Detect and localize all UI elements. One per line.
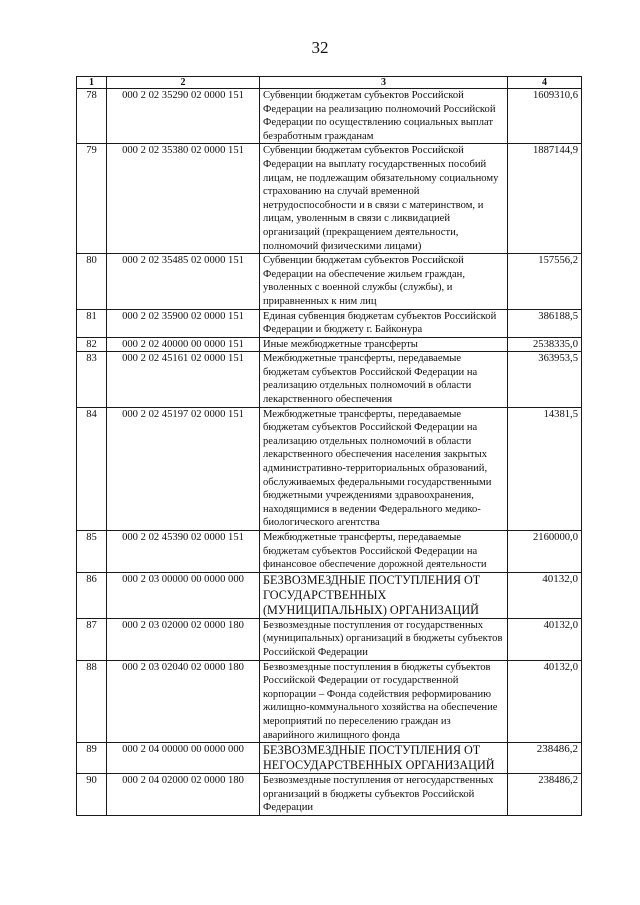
table-header-row	[77, 77, 582, 89]
table-row	[77, 618, 582, 660]
budget-code: 000 2 03 02000 02 0000 180	[107, 618, 260, 660]
row-number: 79	[77, 144, 107, 254]
amount-value: 40132,0	[508, 572, 582, 618]
row-number: 81	[77, 309, 107, 337]
budget-code: 000 2 04 02000 02 0000 180	[107, 774, 260, 816]
budget-code: 000 2 03 02040 02 0000 180	[107, 660, 260, 743]
header-col-2: 2	[107, 77, 260, 89]
amount-value: 363953,5	[508, 352, 582, 407]
table-row	[77, 531, 582, 573]
budget-code: 000 2 03 00000 00 0000 000	[107, 572, 260, 618]
row-number: 87	[77, 618, 107, 660]
table-row	[77, 337, 582, 352]
row-number: 86	[77, 572, 107, 618]
amount-value: 2538335,0	[508, 337, 582, 352]
amount-value: 157556,2	[508, 254, 582, 309]
table-row	[77, 254, 582, 309]
revenue-name: Безвозмездные поступления от негосударственных организаций в бюджеты субъектов Российской Федерации	[260, 774, 508, 816]
budget-code: 000 2 02 45161 02 0000 151	[107, 352, 260, 407]
revenue-name: БЕЗВОЗМЕЗДНЫЕ ПОСТУПЛЕНИЯ ОТ НЕГОСУДАРСТВЕННЫХ ОРГАНИЗАЦИЙ	[260, 743, 508, 774]
row-number: 90	[77, 774, 107, 816]
budget-code: 000 2 02 35380 02 0000 151	[107, 144, 260, 254]
budget-code: 000 2 02 35290 02 0000 151	[107, 89, 260, 144]
amount-value: 238486,2	[508, 743, 582, 774]
table-row	[77, 572, 582, 618]
table-row	[77, 352, 582, 407]
budget-code: 000 2 02 35900 02 0000 151	[107, 309, 260, 337]
budget-code: 000 2 04 00000 00 0000 000	[107, 743, 260, 774]
row-number: 85	[77, 531, 107, 573]
revenue-name: Субвенции бюджетам субъектов Российской Федерации на выплату государственных пособий лицам, не подлежащим обязательному социальному страхованию на случай временной нетрудоспособности и в связи с материнством, и лицам, уволенным в связи с ликвидацией организаций (прекращением деятельности, полномочий физическими лицами)	[260, 144, 508, 254]
amount-value: 1609310,6	[508, 89, 582, 144]
amount-value: 238486,2	[508, 774, 582, 816]
row-number: 78	[77, 89, 107, 144]
row-number: 88	[77, 660, 107, 743]
amount-value: 14381,5	[508, 407, 582, 530]
revenue-name: Межбюджетные трансферты, передаваемые бюджетам субъектов Российской Федерации на реализацию отдельных полномочий в области лекарственного обеспечения населения закрытых административно-территориальных образований, обслуживаемых федеральными государственными бюджетными учреждениями здравоохранения, находящимися в ведении Федерального медико-биологического агентства	[260, 407, 508, 530]
page-number: 32	[311, 38, 329, 57]
budget-revenue-table	[76, 76, 582, 816]
table-row	[77, 774, 582, 816]
table-row	[77, 309, 582, 337]
table-row	[77, 743, 582, 774]
row-number: 80	[77, 254, 107, 309]
header-col-4: 4	[508, 77, 582, 89]
row-number: 89	[77, 743, 107, 774]
revenue-name: Субвенции бюджетам субъектов Российской Федерации на обеспечение жильем граждан, уволенных с военной службы (службы), и приравненных к ним лиц	[260, 254, 508, 309]
amount-value: 40132,0	[508, 618, 582, 660]
amount-value: 1887144,9	[508, 144, 582, 254]
amount-value: 40132,0	[508, 660, 582, 743]
revenue-name: БЕЗВОЗМЕЗДНЫЕ ПОСТУПЛЕНИЯ ОТ ГОСУДАРСТВЕННЫХ (МУНИЦИПАЛЬНЫХ) ОРГАНИЗАЦИЙ	[260, 572, 508, 618]
table-row	[77, 660, 582, 743]
revenue-name: Безвозмездные поступления от государственных (муниципальных) организаций в бюджеты субъектов Российской Федерации	[260, 618, 508, 660]
revenue-name: Иные межбюджетные трансферты	[260, 337, 508, 352]
budget-code: 000 2 02 45390 02 0000 151	[107, 531, 260, 573]
table-row	[77, 89, 582, 144]
table-row	[77, 407, 582, 530]
revenue-name: Межбюджетные трансферты, передаваемые бюджетам субъектов Российской Федерации на реализацию отдельных полномочий в области лекарственного обеспечения	[260, 352, 508, 407]
row-number: 84	[77, 407, 107, 530]
budget-code: 000 2 02 40000 00 0000 151	[107, 337, 260, 352]
row-number: 82	[77, 337, 107, 352]
budget-code: 000 2 02 35485 02 0000 151	[107, 254, 260, 309]
row-number: 83	[77, 352, 107, 407]
budget-code: 000 2 02 45197 02 0000 151	[107, 407, 260, 530]
amount-value: 2160000,0	[508, 531, 582, 573]
revenue-name: Единая субвенция бюджетам субъектов Российской Федерации и бюджету г. Байконура	[260, 309, 508, 337]
revenue-name: Безвозмездные поступления в бюджеты субъектов Российской Федерации от государственной корпорации – Фонда содействия реформированию жилищно-коммунального хозяйства на обеспечение мероприятий по переселению граждан из аварийного жилищного фонда	[260, 660, 508, 743]
revenue-name: Межбюджетные трансферты, передаваемые бюджетам субъектов Российской Федерации на финансовое обеспечение дорожной деятельности	[260, 531, 508, 573]
table-row	[77, 144, 582, 254]
amount-value: 386188,5	[508, 309, 582, 337]
revenue-name: Субвенции бюджетам субъектов Российской Федерации на реализацию полномочий Российской Федерации по осуществлению социальных выплат безработным гражданам	[260, 89, 508, 144]
header-col-3: 3	[260, 77, 508, 89]
table-body	[77, 89, 582, 816]
header-col-1: 1	[77, 77, 107, 89]
